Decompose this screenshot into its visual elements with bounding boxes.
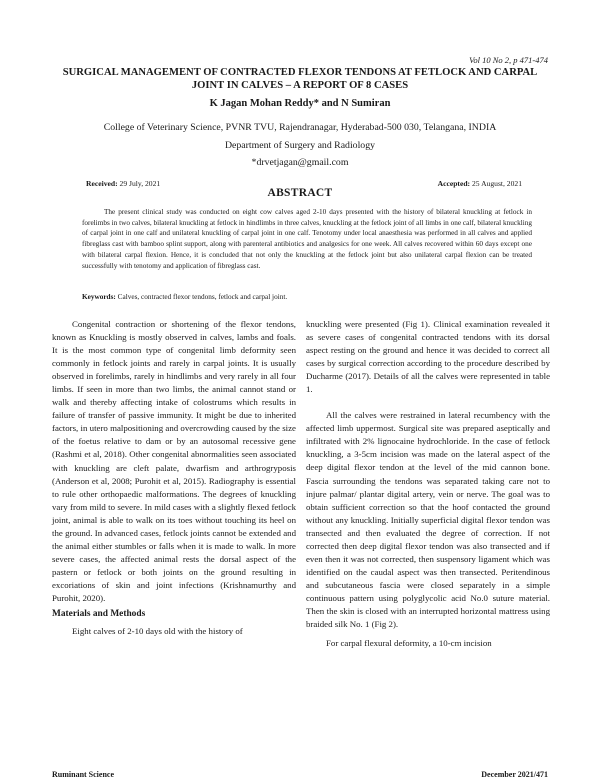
cases-paragraph: knuckling were presented (Fig 1). Clinical examination revealed it as severe cases of congenital contracted tendons with its dorsal aspect resting on the ground and hence it was decided to correct all cases by surgical correction according to the procedure described by Ducharme (2017). Details of all the calves were represented in table 1. [306, 319, 550, 395]
methods-paragraph: Eight calves of 2-10 days old with the history of [72, 626, 243, 637]
received-date: Received: 29 July, 2021 [86, 179, 161, 188]
author-email: *drvetjagan@gmail.com [251, 157, 349, 168]
authors: K Jagan Mohan Reddy* and N Sumiran [209, 98, 391, 109]
methods-heading: Materials and Methods [52, 609, 146, 620]
page-number: December 2021/471 [481, 770, 548, 779]
right-column [306, 318, 550, 650]
volume-info: Vol 10 No 2, p 471-474 [469, 55, 548, 65]
left-column [52, 318, 296, 638]
abstract-text: The present clinical study was conducted on eight cow calves aged 2-10 days presented with the history of bilateral knuckling at fetlock in forelimbs in two calves, bilateral knuckling at fetlock in hindlimbs in three calves, knuckling at the fetlock joint of all limbs in one calf, bilateral knuckling of carpal joint in one calf and unilateral knuckling of carpal joint in one calf. Tenotomy under local anaesthesia was performed in all calves and applied fibreglass cast with bamboo splint support, along with parenteral antibiotics and analgesics for one week. All calves recovered within 60 days except one with bilateral carpal flexion. Hence, it is concluded that not only the knuckling at the fetlock joint but also unilateral carpal flexion can be treated successfully with tenotomy and application of fibreglass cast. [82, 208, 532, 270]
abstract-heading: ABSTRACT [267, 187, 333, 199]
journal-name: Ruminant Science [52, 770, 114, 779]
carpal-paragraph: For carpal flexural deformity, a 10-cm incision [326, 638, 492, 649]
intro-paragraph: Congenital contraction or shortening of the flexor tendons, known as Knuckling is mostly observed in calves, lambs and foals. It is the most common type of congenital limb deformity seen commonly in fetlock joints and rarely in carpal joints. It is usually observed in forelimbs, rarely in hindlimbs and very rarely in all four limbs. If seen in more than two limbs, the animal cannot stand or walk and thereby affecting intake of colostrums which results in failure of transfer of passive immunity. It might be due to inherited factors, in utero malpositioning and overcrowding caused by the size of the foetus relative to dam or by an autosomal recessive gene (Rashmi et al, 2018). Other congenital abnormalities seen associated with knuckling are cleft palate, dwarfism and arthrogryposis (Anderson et al, 2008; Purohit et al, 2015). Radiography is essential to rule other orthopaedic malformations. The degrees of knuckling vary from mild to severe. In mild cases with a slightly flexed fetlock joint, animal is able to walk on its toes without touching its heel on the ground. In advanced cases, fetlock joints cannot be extended and the animal either stumbles or falls when it is made to walk. In more severe cases, the affected animal rests the dorsal aspect of the pastern or fetlock or both joints on the ground resulting in excoriations of skin and joint infections (Krishnamurthy and Purohit, 2020). [52, 319, 296, 603]
keywords: Keywords: Calves, contracted flexor tendons, fetlock and carpal joint. [82, 293, 288, 301]
accepted-date: Accepted: 25 August, 2021 [437, 179, 522, 188]
affiliation-college: College of Veterinary Science, PVNR TVU, Rajendranagar, Hyderabad-500 030, Telangana, INDIA [103, 122, 497, 133]
affiliation-department: Department of Surgery and Radiology [224, 140, 375, 151]
article-title: SURGICAL MANAGEMENT OF CONTRACTED FLEXOR TENDONS AT FETLOCK AND CARPAL JOINT IN CALVES – A REPORT OF 8 CASES [62, 67, 538, 91]
surgery-paragraph: All the calves were restrained in lateral recumbency with the affected limb uppermost. Surgical site was prepared aseptically and infiltrated with 2% lignocaine hydrochloride. In the case of fetlock knuckling, a 3-5cm incision was made on the lateral aspect of the deep digital flexor tendon at the level of the mid cannon bone. Fascia surrounding the tendons was separated taking care not to injure palmar/ plantar digital artery, vein or nerve. The goal was to obtain sufficient correction so that the hoof contacted the ground without any knuckling. Initially superficial digital flexor tendon was transected and then evaluated the degree of correction. If not corrected then deep digital flexor tendon was also transected and if even then it was not corrected, then suspensory ligament which was identified on the caudal aspect was then transected. Peritendinous and subcutaneous fascia were closed separately in a simple continuous pattern using polyglycolic acid No.0 suture material. Then the skin is closed with an interrupted horizontal mattress using braided silk No. 1 (Fig 2). [306, 410, 550, 630]
